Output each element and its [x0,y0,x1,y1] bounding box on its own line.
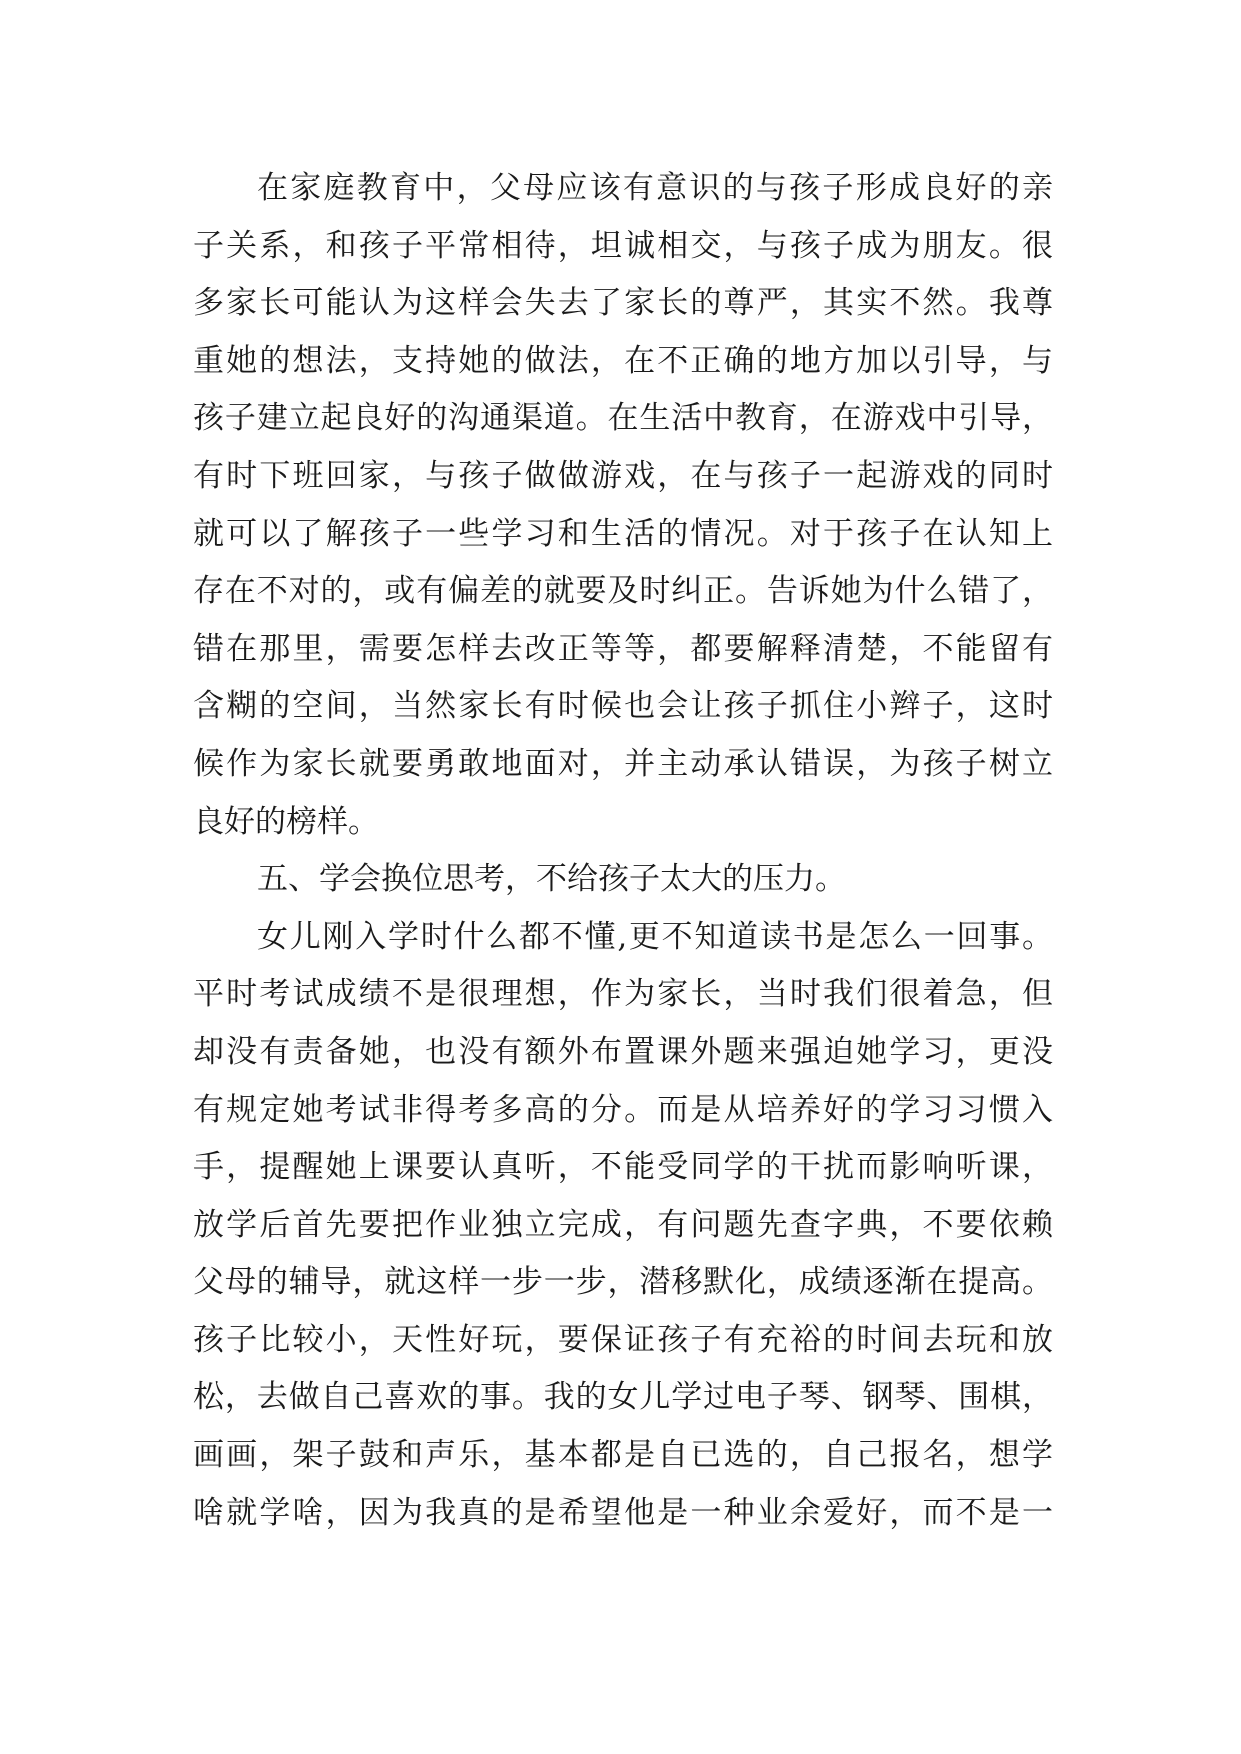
text-line: 父母的辅导，就这样一步一步，潜移默化，成绩逐渐在提高。 [193,1264,1053,1301]
text-line: 松，去做自己喜欢的事。我的女儿学过电子琴、钢琴、围棋， [193,1379,1053,1416]
text-line: 手，提醒她上课要认真听，不能受同学的干扰而影响听课， [193,1149,1053,1186]
text-line: 存在不对的，或有偏差的就要及时纠正。告诉她为什么错了， [193,573,1053,610]
text-line: 有规定她考试非得考多高的分。而是从培养好的学习习惯入 [193,1091,1053,1128]
text-line: 含糊的空间，当然家长有时候也会让孩子抓住小辫子，这时 [193,688,1053,725]
text-line: 女儿刚入学时什么都不懂,更不知道读书是怎么一回事。 [257,918,1053,955]
text-line: 孩子建立起良好的沟通渠道。在生活中教育，在游戏中引导， [193,400,1053,437]
text-line: 啥就学啥，因为我真的是希望他是一种业余爱好，而不是一 [193,1494,1053,1531]
text-line: 孩子比较小，天性好玩，要保证孩子有充裕的时间去玩和放 [193,1321,1053,1358]
text-line: 有时下班回家，与孩子做做游戏，在与孩子一起游戏的同时 [193,457,1053,494]
text-line: 候作为家长就要勇敢地面对，并主动承认错误，为孩子树立 [193,745,1053,782]
text-line: 五、学会换位思考，不给孩子太大的压力。 [257,861,846,898]
text-line: 放学后首先要把作业独立完成，有问题先查字典，不要依赖 [193,1206,1053,1243]
text-line: 就可以了解孩子一些学习和生活的情况。对于孩子在认知上 [193,515,1053,552]
text-line: 多家长可能认为这样会失去了家长的尊严，其实不然。我尊 [193,285,1053,322]
text-line: 却没有责备她，也没有额外布置课外题来强迫她学习，更没 [193,1033,1053,1070]
text-line: 错在那里，需要怎样去改正等等，都要解释清楚，不能留有 [193,630,1053,667]
text-line: 良好的榜样。 [193,803,379,840]
text-line: 重她的想法，支持她的做法，在不正确的地方加以引导，与 [193,342,1053,379]
document-body [193,160,1053,1542]
text-line: 平时考试成绩不是很理想，作为家长，当时我们很着急，但 [193,976,1053,1013]
text-line: 画画，架子鼓和声乐，基本都是自已选的，自己报名，想学 [193,1437,1053,1474]
text-line: 子关系，和孩子平常相待，坦诚相交，与孩子成为朋友。很 [193,227,1053,264]
text-line: 在家庭教育中，父母应该有意识的与孩子形成良好的亲 [257,170,1053,206]
